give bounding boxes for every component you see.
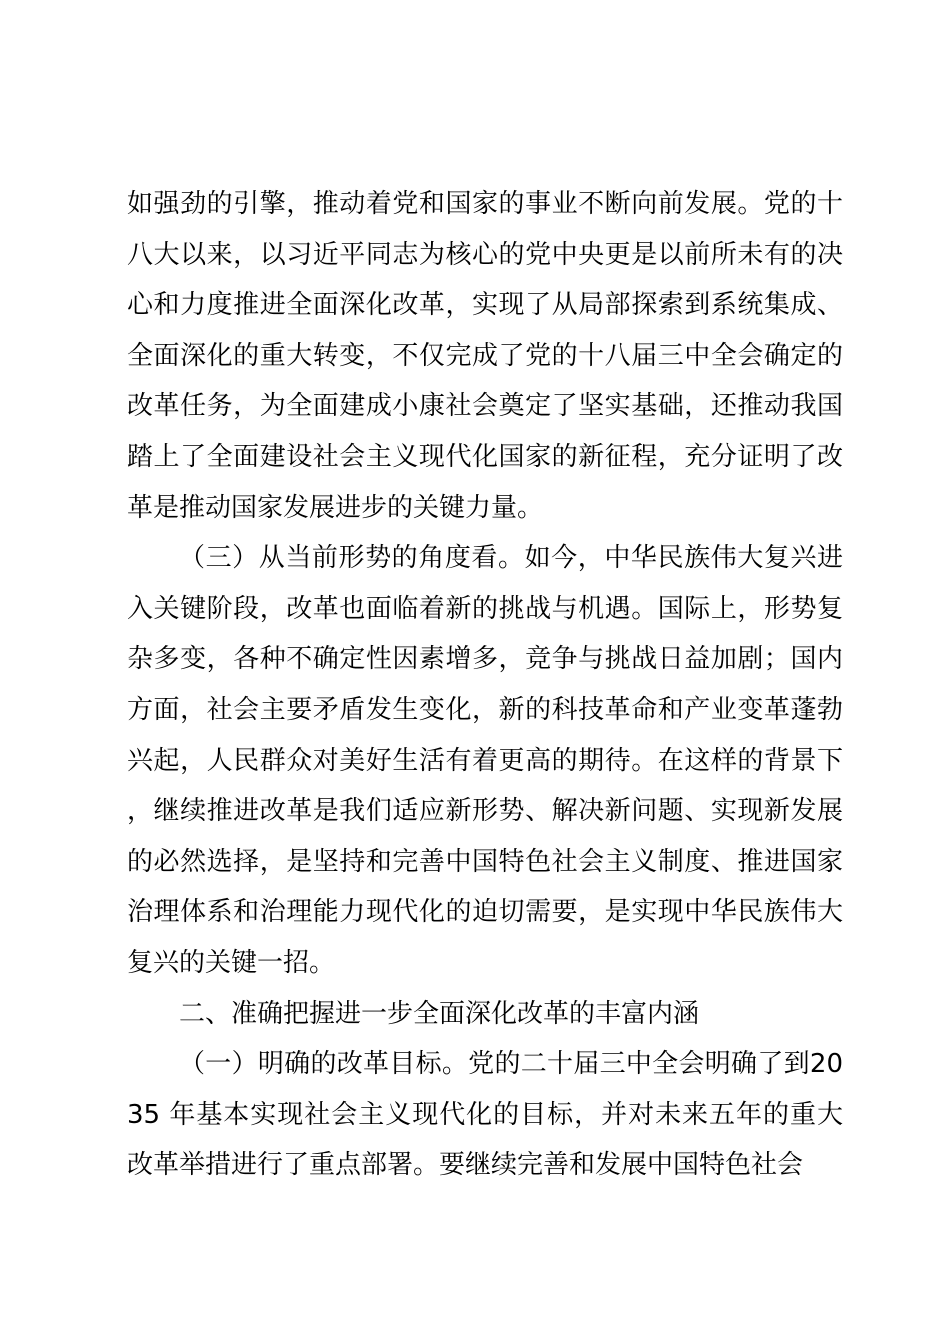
paragraph-reform-goals: （一）明确的改革目标。党的二十届三中全会明确了到2035 年基本实现社会主义现代化的目标，并对未来五年的重大改革举措进行了重点部署。要继续完善和发展中国特色社会 <box>127 1049 843 1181</box>
paragraph-current-situation: （三）从当前形势的角度看。如今，中华民族伟大复兴进入关键阶段，改革也面临着新的挑战与机遇。国际上，形势复杂多变，各种不确定性因素增多，竞争与挑战日益加剧；国内方面，社会主要矛盾发生变化，新的科技革命和产业变革蓬勃兴起，人民群众对美好生活有着更高的期待。在这样的背景下，继续推进改革是我们适应新形势、解决新问题、实现新发展的必然选择，是坚持和完善中国特色社会主义制度、推进国家治理体系和治理能力现代化的迫切需要，是实现中华民族伟大复兴的关键一招。 <box>127 543 843 978</box>
document-body <box>127 179 843 1191</box>
section-heading-reform-connotation: 二、准确把握进一步全面深化改革的丰富内涵 <box>179 998 700 1029</box>
paragraph-continuation-reform-history: 如强劲的引擎，推动着党和国家的事业不断向前发展。党的十八大以来，以习近平同志为核心的党中央更是以前所未有的决心和力度推进全面深化改革，实现了从局部探索到系统集成、全面深化的重大转变，不仅完成了党的十八届三中全会确定的改革任务，为全面建成小康社会奠定了坚实基础，还推动我国踏上了全面建设社会主义现代化国家的新征程，充分证明了改革是推动国家发展进步的关键力量。 <box>127 189 843 523</box>
